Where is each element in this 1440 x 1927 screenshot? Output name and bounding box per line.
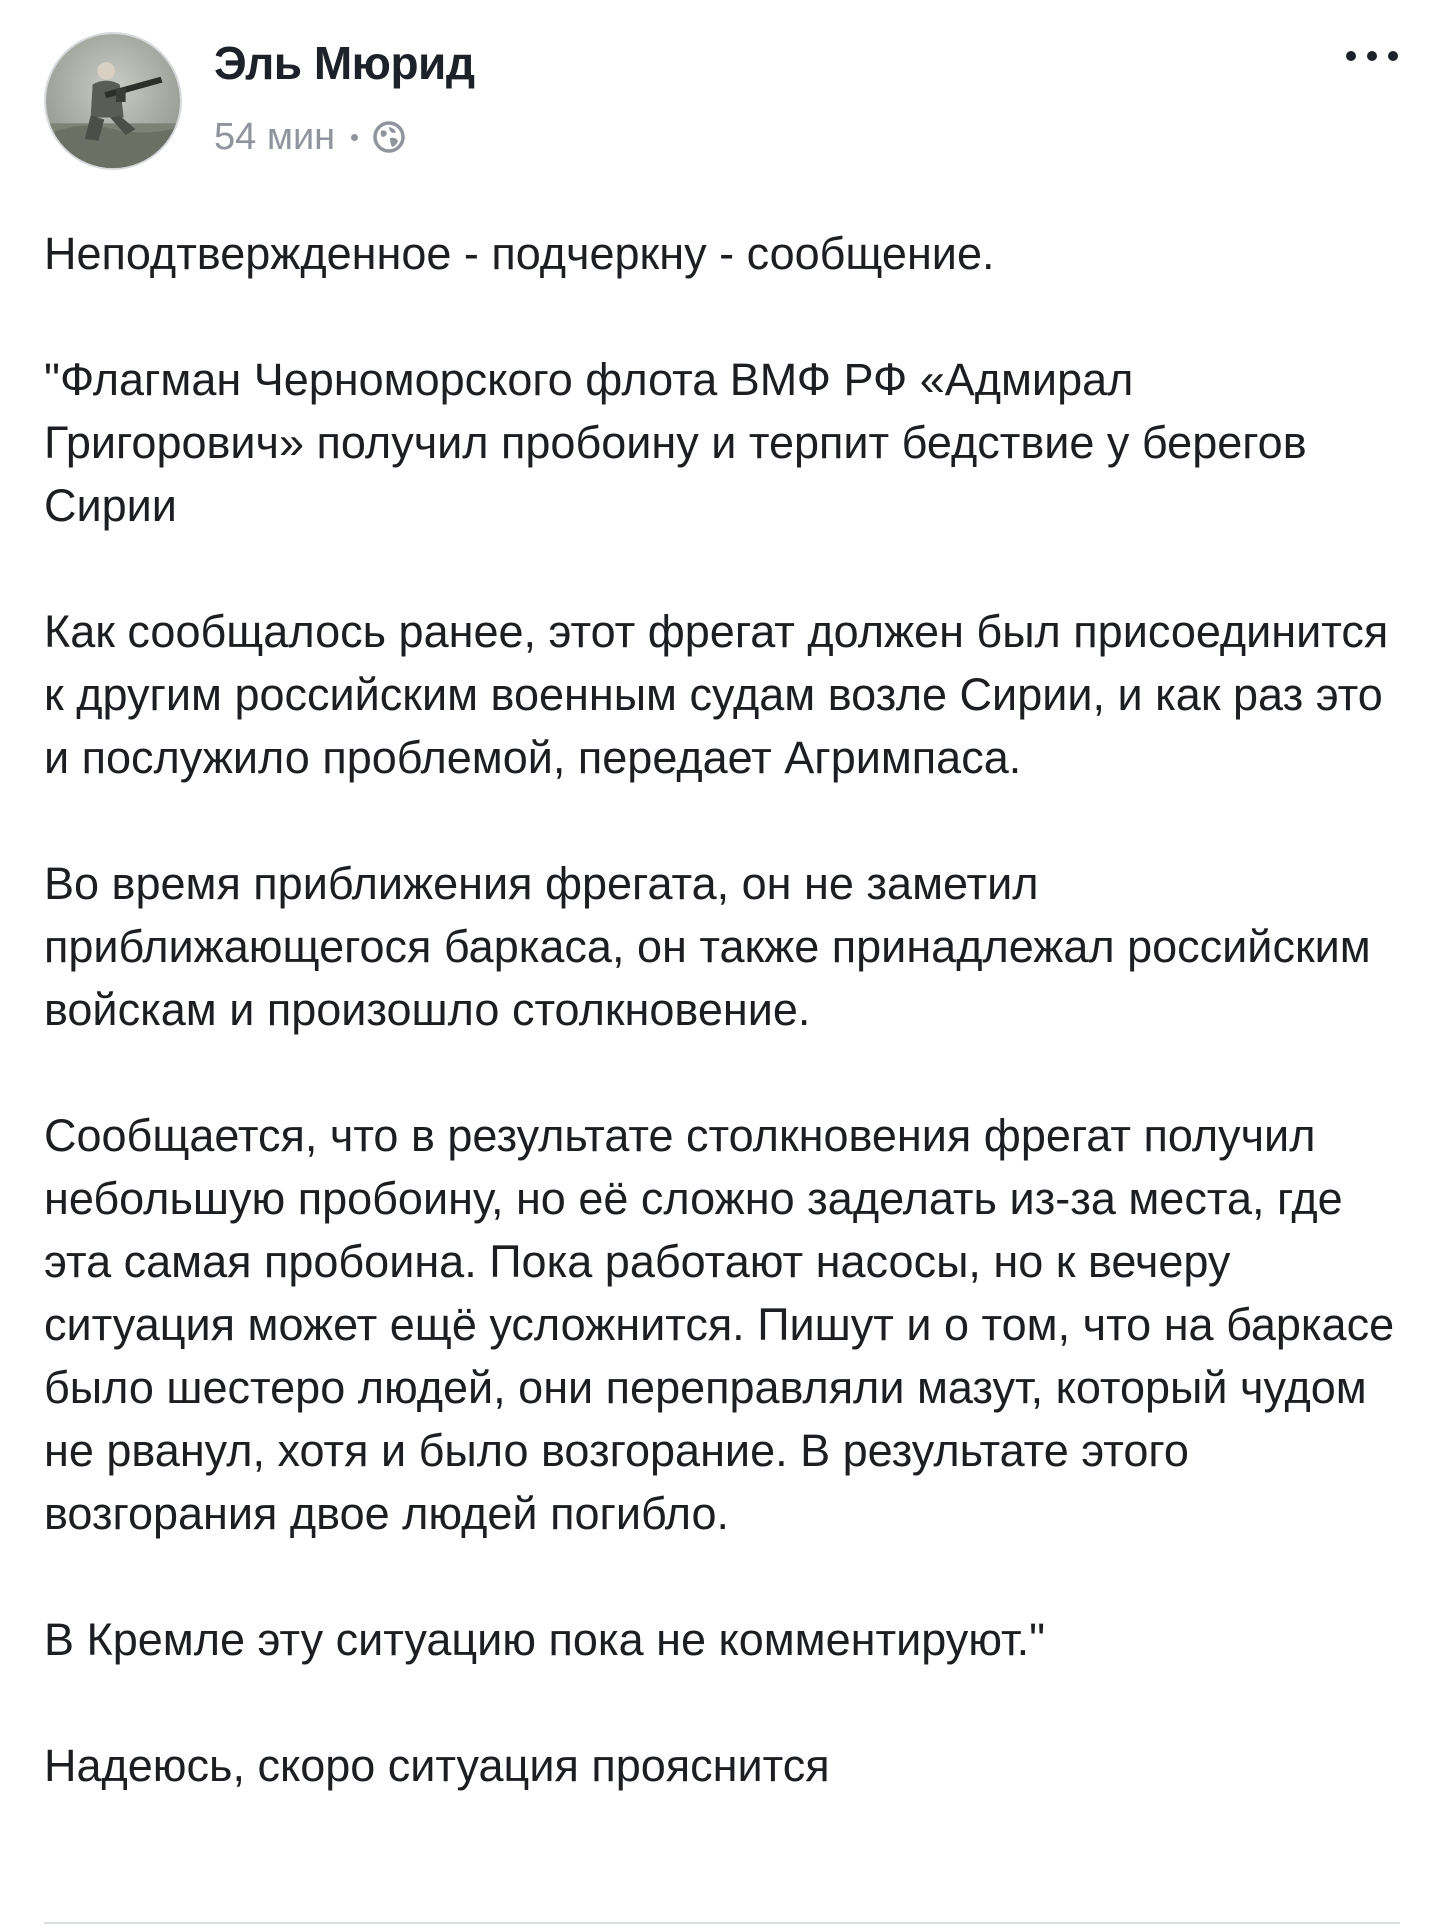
post-paragraph: "Флагман Черноморского флота ВМФ РФ «Адмирал Григорович» получил пробоину и терпит бедствие у берегов Сирии bbox=[44, 354, 1307, 531]
post-paragraph: Надеюсь, скоро ситуация прояснится bbox=[44, 1740, 830, 1791]
more-options-icon[interactable] bbox=[1346, 36, 1398, 76]
post-header bbox=[44, 32, 475, 170]
author-name[interactable]: Эль Мюрид bbox=[214, 36, 475, 89]
avatar[interactable] bbox=[44, 32, 182, 170]
post-paragraph: Как сообщалось ранее, этот фрегат должен был присоединится к другим российским военным судам возле Сирии, и как раз это и послужило проблемой, передает Агримпаса. bbox=[44, 606, 1389, 783]
divider bbox=[44, 1922, 1400, 1924]
post-time[interactable]: 54 мин bbox=[214, 115, 336, 158]
post-paragraph: Во время приближения фрегата, он не заметил приближающегося баркаса, он также принадлежал российским войскам и произошло столкновение. bbox=[44, 858, 1371, 1035]
post-subline bbox=[214, 116, 475, 159]
globe-icon[interactable] bbox=[372, 120, 406, 154]
post-paragraph: Неподтвержденное - подчеркну - сообщение. bbox=[44, 228, 995, 279]
post-body bbox=[44, 222, 1404, 1797]
post-meta bbox=[214, 36, 475, 159]
separator-dot bbox=[351, 134, 358, 141]
post-paragraph: Сообщается, что в результате столкновения фрегат получил небольшую пробоину, но её сложно заделать из-за места, где эта самая пробоина. Пока работают насосы, но к вечеру ситуация может ещё усложнится. Пишут и о том, что на баркасе было шестеро людей, они переправляли мазут, который чудом не рванул, хотя и было возгорание. В результате этого возгорания двое людей погибло. bbox=[44, 1110, 1395, 1539]
post-paragraph: В Кремле эту ситуацию пока не комментируют." bbox=[44, 1614, 1046, 1665]
